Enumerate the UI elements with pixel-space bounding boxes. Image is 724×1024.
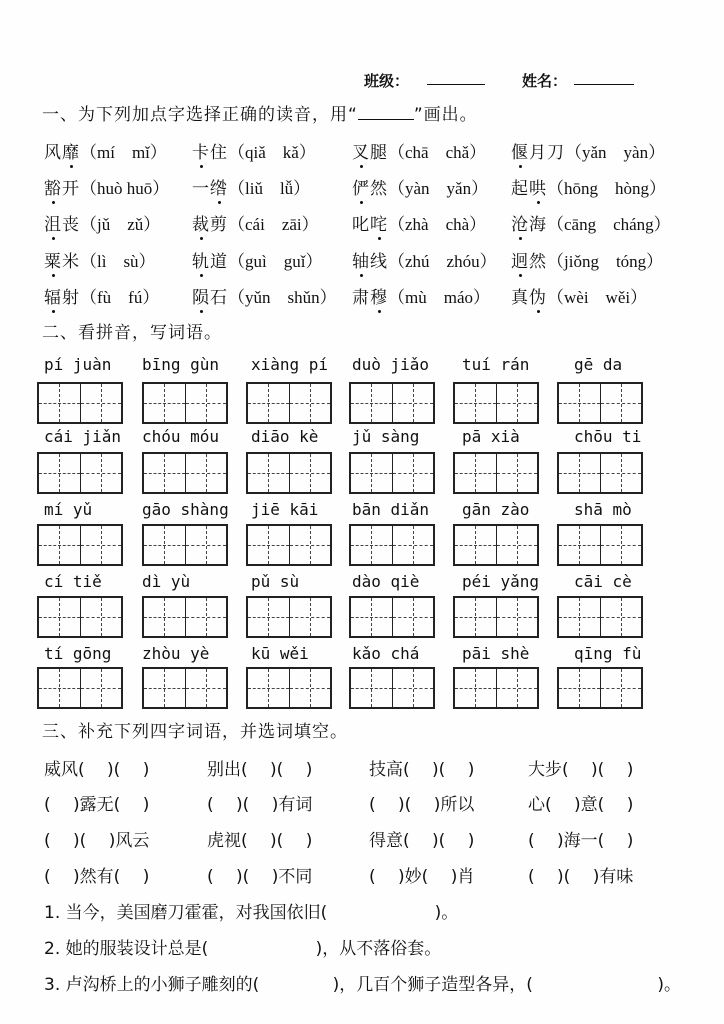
writing-cell[interactable] — [496, 669, 538, 707]
pinyin-label: gān zào — [462, 500, 530, 519]
writing-cell[interactable] — [600, 384, 642, 422]
writing-box[interactable] — [142, 596, 228, 638]
writing-cell[interactable] — [496, 598, 538, 636]
dotted-char: 绺 — [210, 179, 228, 199]
idiom-fill-blank[interactable]: ( )( )不同 — [207, 867, 313, 887]
pinyin-label: pí juàn — [44, 355, 112, 374]
pron-item — [44, 210, 160, 235]
pron-item — [44, 283, 159, 308]
pron-word — [511, 252, 547, 272]
writing-cell[interactable] — [559, 598, 600, 636]
writing-box[interactable] — [453, 452, 539, 494]
word-suffix: 线 — [370, 252, 388, 272]
dotted-char: 辐 — [44, 288, 62, 308]
pron-item — [352, 283, 490, 308]
writing-cell[interactable] — [351, 454, 392, 492]
pinyin-label: xiàng pí — [251, 355, 329, 374]
idiom-fill-blank[interactable]: 虎视( )( ) — [207, 831, 313, 851]
writing-box[interactable] — [246, 524, 332, 566]
dotted-char: 粟 — [44, 252, 62, 272]
section3-title: 三、补充下列四字词语，并选词填空。 — [42, 722, 348, 742]
idiom-fill-blank[interactable]: 威风( )( ) — [44, 760, 150, 780]
writing-cell[interactable] — [39, 454, 80, 492]
pron-item — [352, 138, 486, 163]
pron-word — [511, 215, 547, 235]
dotted-char: 穆 — [370, 288, 388, 308]
writing-cell[interactable] — [600, 454, 642, 492]
writing-box[interactable] — [453, 596, 539, 638]
writing-cell[interactable] — [185, 384, 227, 422]
writing-cell[interactable] — [185, 598, 227, 636]
pinyin-label: chóu móu — [142, 427, 220, 446]
word-suffix: 海 — [529, 215, 547, 235]
writing-cell[interactable] — [39, 598, 80, 636]
pron-word — [192, 252, 228, 272]
writing-cell[interactable] — [39, 526, 80, 564]
writing-cell[interactable] — [144, 454, 185, 492]
writing-cell[interactable] — [455, 598, 496, 636]
word-prefix: 叱 — [352, 215, 370, 235]
writing-cell[interactable] — [289, 598, 331, 636]
writing-cell[interactable] — [351, 669, 392, 707]
writing-cell[interactable] — [185, 526, 227, 564]
writing-box[interactable] — [349, 524, 435, 566]
writing-box[interactable] — [349, 667, 435, 709]
idiom-fill-blank[interactable]: ( )海一( ) — [528, 831, 634, 851]
pinyin-options[interactable]: （zhú zhóu） — [388, 252, 497, 271]
writing-cell[interactable] — [600, 526, 642, 564]
pron-item — [44, 247, 156, 272]
pinyin-label: bīng gùn — [142, 355, 220, 374]
dotted-char: 豁 — [44, 179, 62, 199]
word-prefix: 一 — [192, 179, 210, 199]
dotted-char: 轴 — [352, 252, 370, 272]
writing-box[interactable] — [557, 382, 643, 424]
writing-box[interactable] — [142, 524, 228, 566]
word-suffix: 开 — [62, 179, 80, 199]
writing-cell[interactable] — [80, 454, 122, 492]
writing-cell[interactable] — [496, 526, 538, 564]
dotted-char: 俨 — [352, 179, 370, 199]
writing-box[interactable] — [142, 452, 228, 494]
writing-box[interactable] — [349, 596, 435, 638]
pinyin-options[interactable]: （fù fú） — [80, 288, 160, 307]
pron-item — [511, 174, 666, 199]
pron-word — [511, 179, 547, 199]
writing-cell[interactable] — [455, 669, 496, 707]
writing-cell[interactable] — [248, 598, 289, 636]
writing-cell[interactable] — [559, 526, 600, 564]
pinyin-options[interactable]: （liǔ lǚ） — [228, 179, 311, 198]
writing-box[interactable] — [246, 667, 332, 709]
writing-cell[interactable] — [80, 598, 122, 636]
writing-box[interactable] — [142, 667, 228, 709]
writing-cell[interactable] — [392, 526, 434, 564]
pinyin-options[interactable]: （zhà chà） — [388, 215, 487, 234]
section1-title-suffix: ”画出。 — [413, 105, 478, 125]
pron-word — [352, 215, 388, 235]
idiom-fill-blank[interactable]: 大步( )( ) — [528, 760, 634, 780]
writing-box[interactable] — [246, 452, 332, 494]
writing-cell[interactable] — [144, 384, 185, 422]
writing-cell[interactable] — [392, 598, 434, 636]
idiom-fill-blank[interactable]: ( )( )有词 — [207, 795, 313, 815]
writing-cell[interactable] — [185, 454, 227, 492]
word-suffix: 丧 — [62, 215, 80, 235]
word-suffix: 住 — [210, 143, 228, 163]
pron-item — [511, 210, 671, 235]
pron-word — [352, 288, 388, 308]
writing-box[interactable] — [557, 452, 643, 494]
pron-word — [192, 288, 228, 308]
pron-word — [352, 252, 388, 272]
pinyin-label: mí yǔ — [44, 500, 93, 519]
pron-item — [192, 174, 310, 199]
idiom-fill-blank[interactable]: 得意( )( ) — [369, 831, 475, 851]
idiom-fill-blank[interactable]: ( )( )有味 — [528, 867, 634, 887]
fill-sentence[interactable]: 1. 当今，美国磨刀霍霍，对我国依旧( )。 — [44, 903, 459, 923]
pinyin-options[interactable]: （cāng cháng） — [547, 215, 671, 234]
writing-cell[interactable] — [248, 454, 289, 492]
writing-cell[interactable] — [289, 669, 331, 707]
writing-box[interactable] — [557, 524, 643, 566]
section2-title: 二、看拼音，写词语。 — [42, 323, 222, 343]
pinyin-label: bān diǎn — [352, 500, 430, 519]
pinyin-options[interactable]: （yǔn shǔn） — [228, 288, 337, 307]
pron-word — [511, 288, 547, 308]
writing-cell[interactable] — [351, 384, 392, 422]
pron-item — [44, 174, 169, 199]
pinyin-label: kū wěi — [251, 644, 309, 663]
writing-cell[interactable] — [289, 526, 331, 564]
pinyin-label: péi yǎng — [462, 572, 540, 591]
writing-box[interactable] — [453, 382, 539, 424]
class-input-line[interactable] — [427, 84, 485, 85]
writing-cell[interactable] — [289, 384, 331, 422]
word-suffix: 米 — [62, 252, 80, 272]
word-suffix: 剪 — [210, 215, 228, 235]
writing-cell[interactable] — [496, 454, 538, 492]
idiom-fill-blank[interactable]: 技高( )( ) — [369, 760, 475, 780]
pinyin-options[interactable]: （hōng hòng） — [547, 179, 666, 198]
pinyin-label: pǔ sù — [251, 572, 300, 591]
pinyin-options[interactable]: （wèi wěi） — [547, 288, 648, 307]
pron-word — [44, 288, 80, 308]
pinyin-label: qīng fù — [574, 644, 642, 663]
pinyin-label: diāo kè — [251, 427, 319, 446]
writing-box[interactable] — [37, 667, 123, 709]
idiom-fill-blank[interactable]: ( )妙( )肖 — [369, 867, 475, 887]
word-prefix: 真 — [511, 288, 529, 308]
writing-cell[interactable] — [559, 384, 600, 422]
fill-sentence[interactable]: 2. 她的服装设计总是( )，从不落俗套。 — [44, 939, 442, 959]
pinyin-options[interactable]: （lì sù） — [80, 252, 156, 271]
writing-box[interactable] — [349, 382, 435, 424]
idiom-fill-blank[interactable]: 别出( )( ) — [207, 760, 313, 780]
writing-box[interactable] — [142, 382, 228, 424]
fill-sentence[interactable]: 3. 卢沟桥上的小狮子雕刻的( )，几百个狮子造型各异，( )。 — [44, 975, 681, 995]
name-label: 姓名： — [522, 72, 568, 90]
dotted-char: 沮 — [44, 215, 62, 235]
section1-title-blank — [358, 106, 414, 120]
word-prefix: 起 — [511, 179, 529, 199]
word-suffix: 然 — [529, 252, 547, 272]
pron-item — [44, 138, 167, 163]
dotted-char: 轨 — [192, 252, 210, 272]
pinyin-label: cái jiǎn — [44, 427, 122, 446]
pinyin-label: cí tiě — [44, 572, 102, 591]
dotted-char: 沧 — [511, 215, 529, 235]
pron-item — [192, 138, 316, 163]
idiom-fill-blank[interactable]: 心( )意( ) — [528, 795, 634, 815]
word-suffix: 射 — [62, 288, 80, 308]
class-label: 班级： — [364, 72, 410, 90]
word-prefix: 风 — [44, 143, 62, 163]
dotted-char: 叉 — [352, 143, 370, 163]
pinyin-label: pā xià — [462, 427, 520, 446]
writing-cell[interactable] — [144, 669, 185, 707]
writing-cell[interactable] — [392, 454, 434, 492]
pinyin-label: jiē kāi — [251, 500, 319, 519]
dotted-char: 裁 — [192, 215, 210, 235]
writing-cell[interactable] — [185, 669, 227, 707]
writing-cell[interactable] — [80, 526, 122, 564]
word-suffix: 月刀 — [529, 143, 565, 163]
writing-box[interactable] — [453, 667, 539, 709]
writing-box[interactable] — [349, 452, 435, 494]
idiom-fill-blank[interactable]: ( )( )风云 — [44, 831, 150, 851]
word-prefix: 肃 — [352, 288, 370, 308]
writing-cell[interactable] — [39, 669, 80, 707]
writing-cell[interactable] — [600, 669, 642, 707]
section1-title-prefix: 一、为下列加点字选择正确的读音，用“ — [42, 105, 358, 125]
writing-cell[interactable] — [351, 526, 392, 564]
writing-cell[interactable] — [455, 384, 496, 422]
pron-item — [511, 138, 665, 163]
pinyin-label: shā mò — [574, 500, 632, 519]
writing-cell[interactable] — [392, 669, 434, 707]
pinyin-options[interactable]: （yǎn yàn） — [565, 143, 666, 162]
pinyin-label: duò jiǎo — [352, 355, 430, 374]
idiom-fill-blank[interactable]: ( )露无( ) — [44, 795, 150, 815]
pron-word — [511, 143, 565, 163]
pinyin-label: cāi cè — [574, 572, 632, 591]
writing-cell[interactable] — [392, 384, 434, 422]
dotted-char: 迥 — [511, 252, 529, 272]
pinyin-options[interactable]: （qiǎ kǎ） — [228, 143, 316, 162]
pron-word — [44, 252, 80, 272]
idiom-fill-blank[interactable]: ( )然有( ) — [44, 867, 150, 887]
pinyin-label: dào qiè — [352, 572, 420, 591]
word-suffix: 道 — [210, 252, 228, 272]
writing-cell[interactable] — [248, 526, 289, 564]
pron-item — [192, 247, 322, 272]
writing-cell[interactable] — [351, 598, 392, 636]
pinyin-label: kǎo chá — [352, 644, 420, 663]
word-suffix: 石 — [210, 288, 228, 308]
dotted-char: 陨 — [192, 288, 210, 308]
pron-word — [44, 215, 80, 235]
writing-cell[interactable] — [559, 454, 600, 492]
pinyin-label: tuí rán — [462, 355, 530, 374]
writing-box[interactable] — [246, 596, 332, 638]
writing-cell[interactable] — [559, 669, 600, 707]
dotted-char: 伪 — [529, 288, 547, 308]
pinyin-label: jǔ sàng — [352, 427, 420, 446]
section1-title — [42, 100, 478, 125]
writing-cell[interactable] — [496, 384, 538, 422]
writing-cell[interactable] — [80, 669, 122, 707]
writing-cell[interactable] — [248, 384, 289, 422]
pinyin-options[interactable]: （huò huō） — [80, 179, 170, 198]
pron-word — [352, 143, 388, 163]
pron-item — [192, 283, 337, 308]
writing-box[interactable] — [453, 524, 539, 566]
pinyin-options[interactable]: （mí mǐ） — [80, 143, 167, 162]
pinyin-options[interactable]: （chā chǎ） — [388, 143, 487, 162]
pinyin-options[interactable]: （guì guǐ） — [228, 252, 323, 271]
pinyin-label: tí gōng — [44, 644, 112, 663]
pinyin-options[interactable]: （yàn yǎn） — [388, 179, 489, 198]
writing-box[interactable] — [37, 596, 123, 638]
pron-word — [44, 143, 80, 163]
writing-cell[interactable] — [455, 454, 496, 492]
writing-box[interactable] — [37, 452, 123, 494]
pron-word — [192, 143, 228, 163]
pron-item — [192, 210, 319, 235]
writing-box[interactable] — [246, 382, 332, 424]
pron-word — [352, 179, 388, 199]
dotted-char: 咤 — [370, 215, 388, 235]
dotted-char: 靡 — [62, 143, 80, 163]
pron-word — [192, 179, 228, 199]
pron-item — [511, 283, 647, 308]
dotted-char: 偃 — [511, 143, 529, 163]
pron-item — [352, 174, 488, 199]
writing-cell[interactable] — [600, 598, 642, 636]
pinyin-label: pāi shè — [462, 644, 530, 663]
idiom-fill-blank[interactable]: ( )( )所以 — [369, 795, 475, 815]
pron-item — [352, 210, 486, 235]
writing-box[interactable] — [37, 382, 123, 424]
pinyin-label: zhòu yè — [142, 644, 210, 663]
writing-box[interactable] — [557, 596, 643, 638]
pinyin-label: dì yù — [142, 572, 191, 591]
pron-item — [511, 247, 663, 272]
writing-box[interactable] — [37, 524, 123, 566]
pinyin-options[interactable]: （cái zāi） — [228, 215, 319, 234]
writing-cell[interactable] — [455, 526, 496, 564]
writing-cell[interactable] — [144, 598, 185, 636]
writing-cell[interactable] — [80, 384, 122, 422]
writing-cell[interactable] — [39, 384, 80, 422]
pinyin-options[interactable]: （mù máo） — [388, 288, 490, 307]
pinyin-label: chōu ti — [574, 427, 642, 446]
pinyin-options[interactable]: （jiǒng tóng） — [547, 252, 664, 271]
pinyin-label: gē da — [574, 355, 623, 374]
pinyin-label: gāo shàng — [142, 500, 229, 519]
writing-cell[interactable] — [289, 454, 331, 492]
dotted-char: 卡 — [192, 143, 210, 163]
writing-cell[interactable] — [144, 526, 185, 564]
dotted-char: 哄 — [529, 179, 547, 199]
pron-word — [192, 215, 228, 235]
pron-word — [44, 179, 80, 199]
pinyin-options[interactable]: （jǔ zǔ） — [80, 215, 161, 234]
writing-box[interactable] — [557, 667, 643, 709]
pron-item — [352, 247, 497, 272]
word-suffix: 腿 — [370, 143, 388, 163]
writing-cell[interactable] — [248, 669, 289, 707]
name-input-line[interactable] — [574, 84, 634, 85]
word-suffix: 然 — [370, 179, 388, 199]
